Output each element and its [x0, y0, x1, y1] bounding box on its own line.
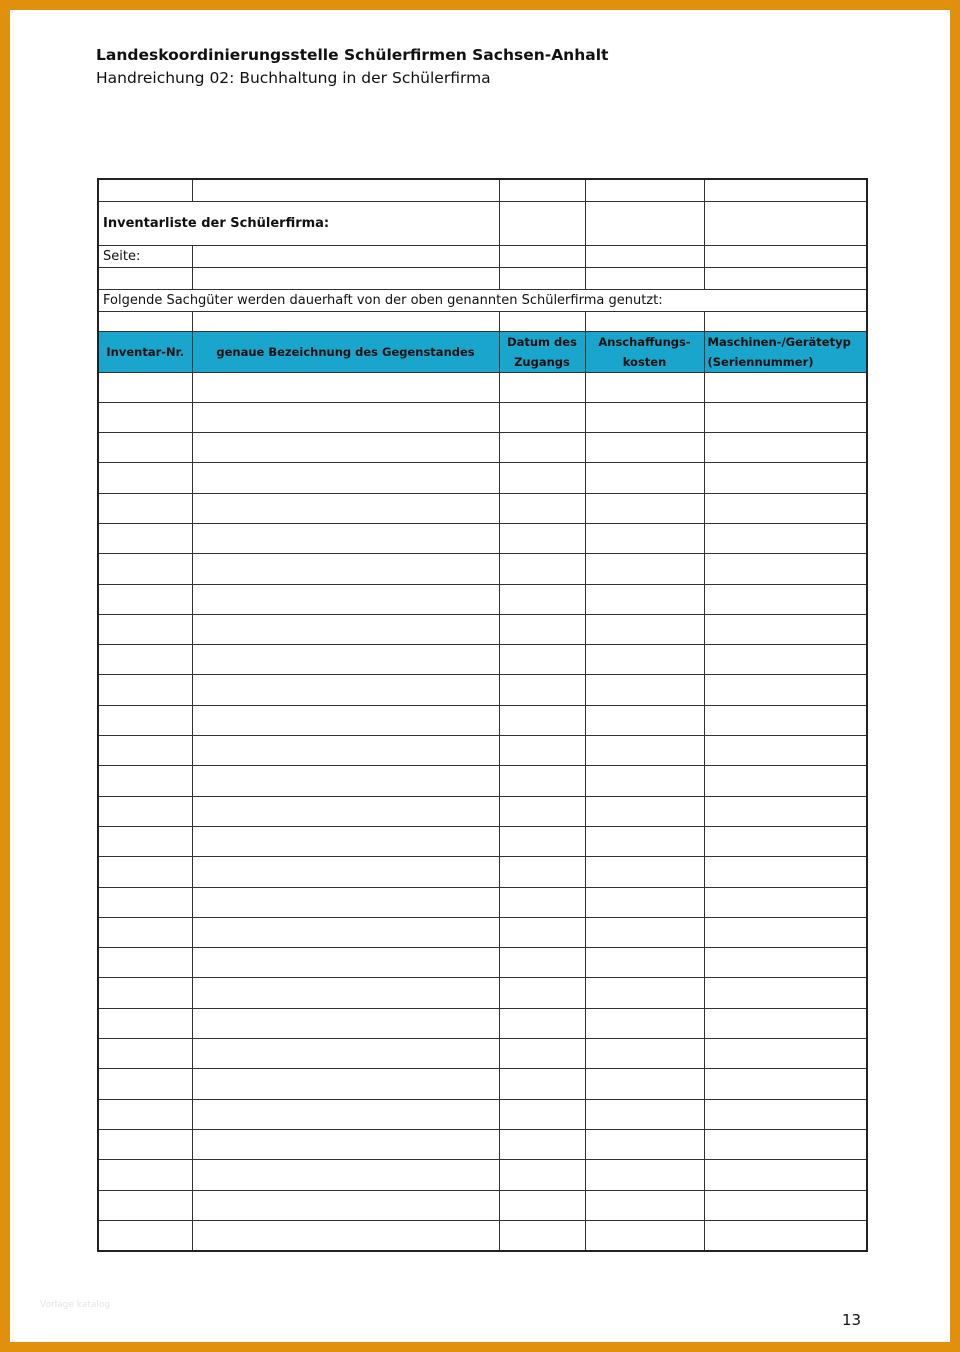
description-cell[interactable] [192, 1069, 499, 1099]
date-cell[interactable] [499, 1190, 585, 1220]
table-row [98, 1129, 867, 1159]
cost-cell[interactable] [585, 493, 704, 523]
table-row [98, 736, 867, 766]
cost-cell[interactable] [585, 554, 704, 584]
inventory-no-cell[interactable] [98, 1069, 192, 1099]
description-cell[interactable] [192, 523, 499, 553]
type-cell[interactable] [704, 463, 867, 493]
blank-row [98, 267, 867, 289]
type-cell[interactable] [704, 917, 867, 947]
description-cell[interactable] [192, 372, 499, 402]
inventory-no-cell[interactable] [98, 917, 192, 947]
type-cell[interactable] [704, 372, 867, 402]
cost-cell[interactable] [585, 675, 704, 705]
type-cell[interactable] [704, 493, 867, 523]
date-cell[interactable] [499, 1160, 585, 1190]
date-cell[interactable] [499, 826, 585, 856]
description-cell[interactable] [192, 857, 499, 887]
cost-cell[interactable] [585, 1220, 704, 1250]
type-cell[interactable] [704, 675, 867, 705]
table-row [98, 463, 867, 493]
inventory-no-cell[interactable] [98, 372, 192, 402]
inventory-no-cell[interactable] [98, 796, 192, 826]
date-cell[interactable] [499, 736, 585, 766]
table-row [98, 645, 867, 675]
description-cell[interactable] [192, 402, 499, 432]
date-cell[interactable] [499, 614, 585, 644]
table-row [98, 1220, 867, 1250]
type-cell[interactable] [704, 978, 867, 1008]
description-cell[interactable] [192, 1099, 499, 1129]
col-header-cost [585, 331, 704, 372]
date-cell[interactable] [499, 1129, 585, 1159]
cost-cell[interactable] [585, 1129, 704, 1159]
date-cell[interactable] [499, 857, 585, 887]
inventory-no-cell[interactable] [98, 402, 192, 432]
table-row [98, 493, 867, 523]
inventory-no-cell[interactable] [98, 614, 192, 644]
col-header-date [499, 331, 585, 372]
table-row [98, 1069, 867, 1099]
table-row [98, 614, 867, 644]
table-row [98, 675, 867, 705]
page-label: Seite: [98, 245, 192, 267]
col-header-date-line2: Zugangs [514, 354, 570, 369]
page-number: 13 [842, 1311, 862, 1329]
table-row [98, 826, 867, 856]
table-row [98, 1099, 867, 1129]
cost-cell[interactable] [585, 584, 704, 614]
table-row [98, 766, 867, 796]
date-cell[interactable] [499, 766, 585, 796]
cost-cell[interactable] [585, 463, 704, 493]
description-cell[interactable] [192, 584, 499, 614]
col-header-description: genaue Bezeichnung des Gegenstandes [192, 331, 499, 372]
inventory-no-cell[interactable] [98, 1129, 192, 1159]
date-cell[interactable] [499, 523, 585, 553]
list-title-row [98, 201, 867, 245]
type-cell[interactable] [704, 1220, 867, 1250]
type-cell[interactable] [704, 948, 867, 978]
cost-cell[interactable] [585, 402, 704, 432]
type-cell[interactable] [704, 1069, 867, 1099]
date-cell[interactable] [499, 493, 585, 523]
description-cell[interactable] [192, 675, 499, 705]
inventory-no-cell[interactable] [98, 675, 192, 705]
description-cell[interactable] [192, 1190, 499, 1220]
date-cell[interactable] [499, 1039, 585, 1069]
intro-text: Folgende Sachgüter werden dauerhaft von der oben genannten Schülerfirma genutzt: [98, 289, 867, 311]
type-cell[interactable] [704, 584, 867, 614]
description-cell[interactable] [192, 463, 499, 493]
description-cell[interactable] [192, 554, 499, 584]
table-row [98, 1039, 867, 1069]
cost-cell[interactable] [585, 736, 704, 766]
type-cell[interactable] [704, 826, 867, 856]
inventory-no-cell[interactable] [98, 523, 192, 553]
date-cell[interactable] [499, 463, 585, 493]
date-cell[interactable] [499, 554, 585, 584]
col-header-type-line1: Maschinen-/Gerätetyp [707, 334, 851, 349]
page-field[interactable] [192, 245, 499, 267]
intro-row [98, 289, 867, 311]
table-row [98, 948, 867, 978]
col-header-type-line2: (Seriennummer) [707, 354, 814, 369]
date-cell[interactable] [499, 705, 585, 735]
date-cell[interactable] [499, 887, 585, 917]
cost-cell[interactable] [585, 1160, 704, 1190]
cost-cell[interactable] [585, 857, 704, 887]
cost-cell[interactable] [585, 705, 704, 735]
cost-cell[interactable] [585, 978, 704, 1008]
type-cell[interactable] [704, 736, 867, 766]
table-row [98, 1190, 867, 1220]
table-row [98, 705, 867, 735]
blank-row [98, 179, 867, 201]
inventory-no-cell[interactable] [98, 1008, 192, 1038]
type-cell[interactable] [704, 1008, 867, 1038]
type-cell[interactable] [704, 857, 867, 887]
inventory-no-cell[interactable] [98, 433, 192, 463]
cost-cell[interactable] [585, 826, 704, 856]
date-cell[interactable] [499, 675, 585, 705]
cost-cell[interactable] [585, 887, 704, 917]
date-cell[interactable] [499, 645, 585, 675]
type-cell[interactable] [704, 523, 867, 553]
table-row [98, 796, 867, 826]
type-cell[interactable] [704, 1039, 867, 1069]
cost-cell[interactable] [585, 523, 704, 553]
blank-row [98, 311, 867, 331]
inventory-no-cell[interactable] [98, 766, 192, 796]
date-cell[interactable] [499, 584, 585, 614]
date-cell[interactable] [499, 917, 585, 947]
description-cell[interactable] [192, 736, 499, 766]
type-cell[interactable] [704, 887, 867, 917]
col-header-date-line1: Datum des [507, 334, 577, 349]
inventory-no-cell[interactable] [98, 948, 192, 978]
description-cell[interactable] [192, 1039, 499, 1069]
table-row [98, 433, 867, 463]
type-cell[interactable] [704, 645, 867, 675]
cost-cell[interactable] [585, 433, 704, 463]
description-cell[interactable] [192, 705, 499, 735]
date-cell[interactable] [499, 1069, 585, 1099]
cost-cell[interactable] [585, 1190, 704, 1220]
description-cell[interactable] [192, 1160, 499, 1190]
type-cell[interactable] [704, 402, 867, 432]
type-cell[interactable] [704, 554, 867, 584]
table-row [98, 523, 867, 553]
cost-cell[interactable] [585, 796, 704, 826]
inventory-no-cell[interactable] [98, 1039, 192, 1069]
type-cell[interactable] [704, 766, 867, 796]
inventory-no-cell[interactable] [98, 584, 192, 614]
description-cell[interactable] [192, 1220, 499, 1250]
page-row [98, 245, 867, 267]
description-cell[interactable] [192, 614, 499, 644]
type-cell[interactable] [704, 705, 867, 735]
date-cell[interactable] [499, 978, 585, 1008]
inventory-no-cell[interactable] [98, 1220, 192, 1250]
cost-cell[interactable] [585, 1099, 704, 1129]
date-cell[interactable] [499, 1220, 585, 1250]
date-cell[interactable] [499, 402, 585, 432]
document-subtitle: Handreichung 02: Buchhaltung in der Schülerfirma [96, 69, 491, 87]
cost-cell[interactable] [585, 1069, 704, 1099]
description-cell[interactable] [192, 1129, 499, 1159]
inventory-no-cell[interactable] [98, 645, 192, 675]
type-cell[interactable] [704, 1190, 867, 1220]
inventory-no-cell[interactable] [98, 857, 192, 887]
table-row [98, 402, 867, 432]
inventory-no-cell[interactable] [98, 736, 192, 766]
table-row [98, 372, 867, 402]
cost-cell[interactable] [585, 1039, 704, 1069]
inventory-no-cell[interactable] [98, 1190, 192, 1220]
type-cell[interactable] [704, 1160, 867, 1190]
table-row [98, 1160, 867, 1190]
inventory-no-cell[interactable] [98, 463, 192, 493]
inventory-table [97, 178, 868, 1252]
description-cell[interactable] [192, 948, 499, 978]
type-cell[interactable] [704, 433, 867, 463]
table-row [98, 978, 867, 1008]
cost-cell[interactable] [585, 948, 704, 978]
cost-cell[interactable] [585, 645, 704, 675]
description-cell[interactable] [192, 917, 499, 947]
list-title: Inventarliste der Schülerfirma: [98, 201, 499, 245]
date-cell[interactable] [499, 1099, 585, 1129]
description-cell[interactable] [192, 645, 499, 675]
type-cell[interactable] [704, 1099, 867, 1129]
date-cell[interactable] [499, 372, 585, 402]
type-cell[interactable] [704, 614, 867, 644]
table-row [98, 887, 867, 917]
description-cell[interactable] [192, 433, 499, 463]
description-cell[interactable] [192, 978, 499, 1008]
description-cell[interactable] [192, 1008, 499, 1038]
date-cell[interactable] [499, 796, 585, 826]
inventory-no-cell[interactable] [98, 1160, 192, 1190]
col-header-cost-line1: Anschaffungs- [598, 334, 691, 349]
inventory-no-cell[interactable] [98, 1099, 192, 1129]
inventory-no-cell[interactable] [98, 554, 192, 584]
col-header-inventory-no: Inventar-Nr. [98, 331, 192, 372]
type-cell[interactable] [704, 1129, 867, 1159]
table-row [98, 917, 867, 947]
inventory-no-cell[interactable] [98, 978, 192, 1008]
inventory-no-cell[interactable] [98, 887, 192, 917]
cost-cell[interactable] [585, 614, 704, 644]
description-cell[interactable] [192, 796, 499, 826]
description-cell[interactable] [192, 766, 499, 796]
cost-cell[interactable] [585, 372, 704, 402]
table-row [98, 857, 867, 887]
table-row [98, 584, 867, 614]
cost-cell[interactable] [585, 917, 704, 947]
inventory-no-cell[interactable] [98, 493, 192, 523]
type-cell[interactable] [704, 796, 867, 826]
table-row [98, 1008, 867, 1038]
watermark: Vorlage katalog [40, 1300, 111, 1310]
col-header-type [704, 331, 867, 372]
date-cell[interactable] [499, 433, 585, 463]
document-title: Landeskoordinierungsstelle Schülerfirmen Sachsen-Anhalt [96, 46, 609, 64]
description-cell[interactable] [192, 887, 499, 917]
table-row [98, 554, 867, 584]
date-cell[interactable] [499, 1008, 585, 1038]
cost-cell[interactable] [585, 766, 704, 796]
description-cell[interactable] [192, 493, 499, 523]
col-header-cost-line2: kosten [622, 354, 667, 369]
description-cell[interactable] [192, 826, 499, 856]
cost-cell[interactable] [585, 1008, 704, 1038]
date-cell[interactable] [499, 948, 585, 978]
inventory-no-cell[interactable] [98, 826, 192, 856]
inventory-no-cell[interactable] [98, 705, 192, 735]
column-header-row [98, 331, 867, 372]
